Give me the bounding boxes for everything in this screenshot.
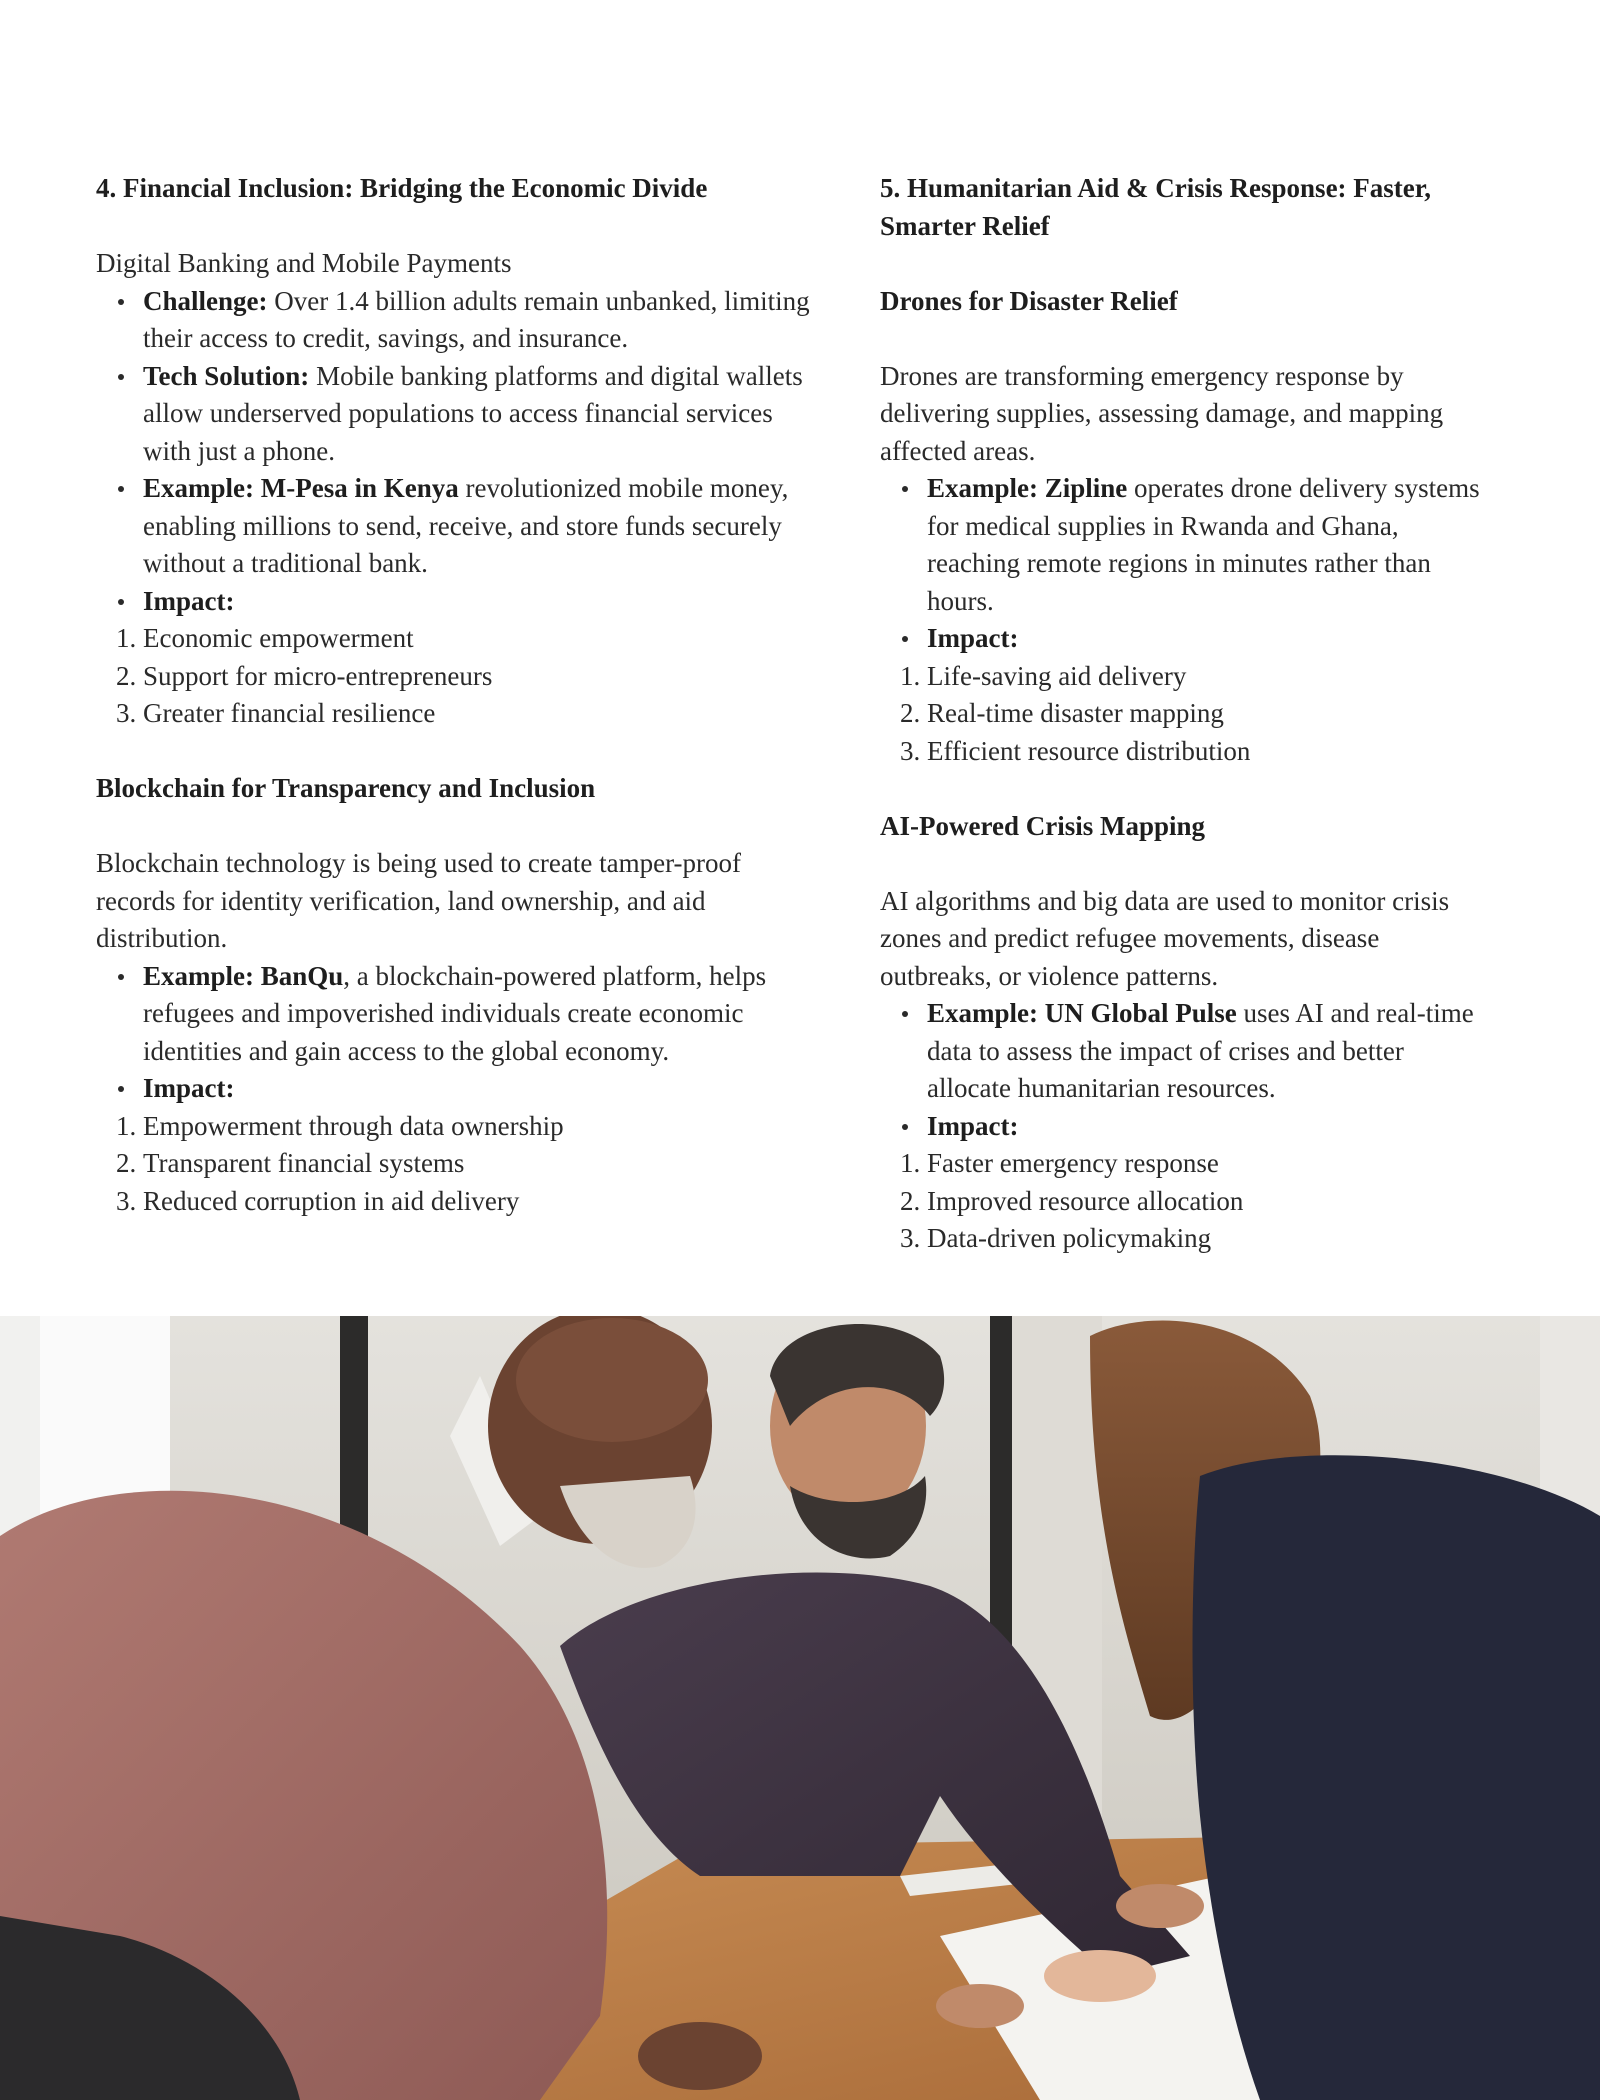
paragraph-blockchain: Blockchain technology is being used to create tamper-proof records for identity verification, land ownership, and aid distribution. [96,848,741,953]
list-item: 2. Real-time disaster mapping [900,698,1224,728]
bullet-list [880,470,1480,658]
list-item: Impact: [880,1108,1480,1146]
list-item: 2. Transparent financial systems [116,1148,465,1178]
list-item: 1. Faster emergency response [900,1148,1219,1178]
paragraph-drones: Drones are transforming emergency response by delivering supplies, assessing damage, and mapping affected areas. [880,360,1444,466]
subheading-blockchain: Blockchain for Transparency and Inclusion [96,773,596,803]
list-item: Impact: [96,1070,816,1108]
impact-list [880,1145,1480,1258]
section-heading-humanitarian-aid: 5. Humanitarian Aid & Crisis Response: Faster, Smarter Relief [880,173,1432,241]
list-item: 2. Support for micro-entrepreneurs [116,660,493,691]
list-item: 3. Reduced corruption in aid delivery [116,1185,520,1216]
list-item: 3. Greater financial resilience [116,698,436,728]
list-item: Impact: [96,583,816,621]
team-meeting-photo [0,1316,1600,2100]
subheading-drones: Drones for Disaster Relief [880,285,1178,316]
right-column [880,170,1480,1258]
impact-list [96,620,816,733]
list-item: 1. Empowerment through data ownership [116,1110,564,1141]
list-item: 1. Life-saving aid delivery [900,660,1187,691]
list-item: Tech Solution: Mobile banking platforms and digital wallets allow underserved populations to access financial services with just a phone. [96,358,816,471]
list-item: Example: M-Pesa in Kenya revolutionized mobile money, enabling millions to send, receive, and store funds securely without a traditional bank. [96,470,816,583]
list-item: 3. Data-driven policymaking [900,1223,1212,1253]
bullet-list [96,283,816,621]
left-column [96,170,816,1220]
bullet-list [96,958,816,1108]
subheading-ai-crisis-mapping: AI-Powered Crisis Mapping [880,810,1206,841]
section-heading-financial-inclusion: 4. Financial Inclusion: Bridging the Economic Divide [96,173,708,203]
paragraph-ai-crisis-mapping: AI algorithms and big data are used to monitor crisis zones and predict refugee movements, disease outbreaks, or violence patterns. [880,885,1450,991]
subheading-digital-banking: Digital Banking and Mobile Payments [96,248,512,278]
bullet-list [880,995,1480,1145]
photo-illustration [0,1316,1600,2100]
list-item: 2. Improved resource allocation [900,1185,1244,1216]
list-item: 3. Efficient resource distribution [900,735,1251,766]
list-item: Challenge: Over 1.4 billion adults remain unbanked, limiting their access to credit, savings, and insurance. [96,283,816,358]
list-item: 1. Economic empowerment [116,623,414,653]
impact-list [880,658,1480,771]
list-item: Example: BanQu, a blockchain-powered platform, helps refugees and impoverished individuals create economic identities and gain access to the global economy. [96,958,816,1071]
list-item: Example: Zipline operates drone delivery systems for medical supplies in Rwanda and Ghana, reaching remote regions in minutes rather than hours. [880,470,1480,620]
list-item: Example: UN Global Pulse uses AI and real-time data to assess the impact of crises and better allocate humanitarian resources. [880,995,1480,1108]
impact-list [96,1108,816,1221]
list-item: Impact: [880,620,1480,658]
